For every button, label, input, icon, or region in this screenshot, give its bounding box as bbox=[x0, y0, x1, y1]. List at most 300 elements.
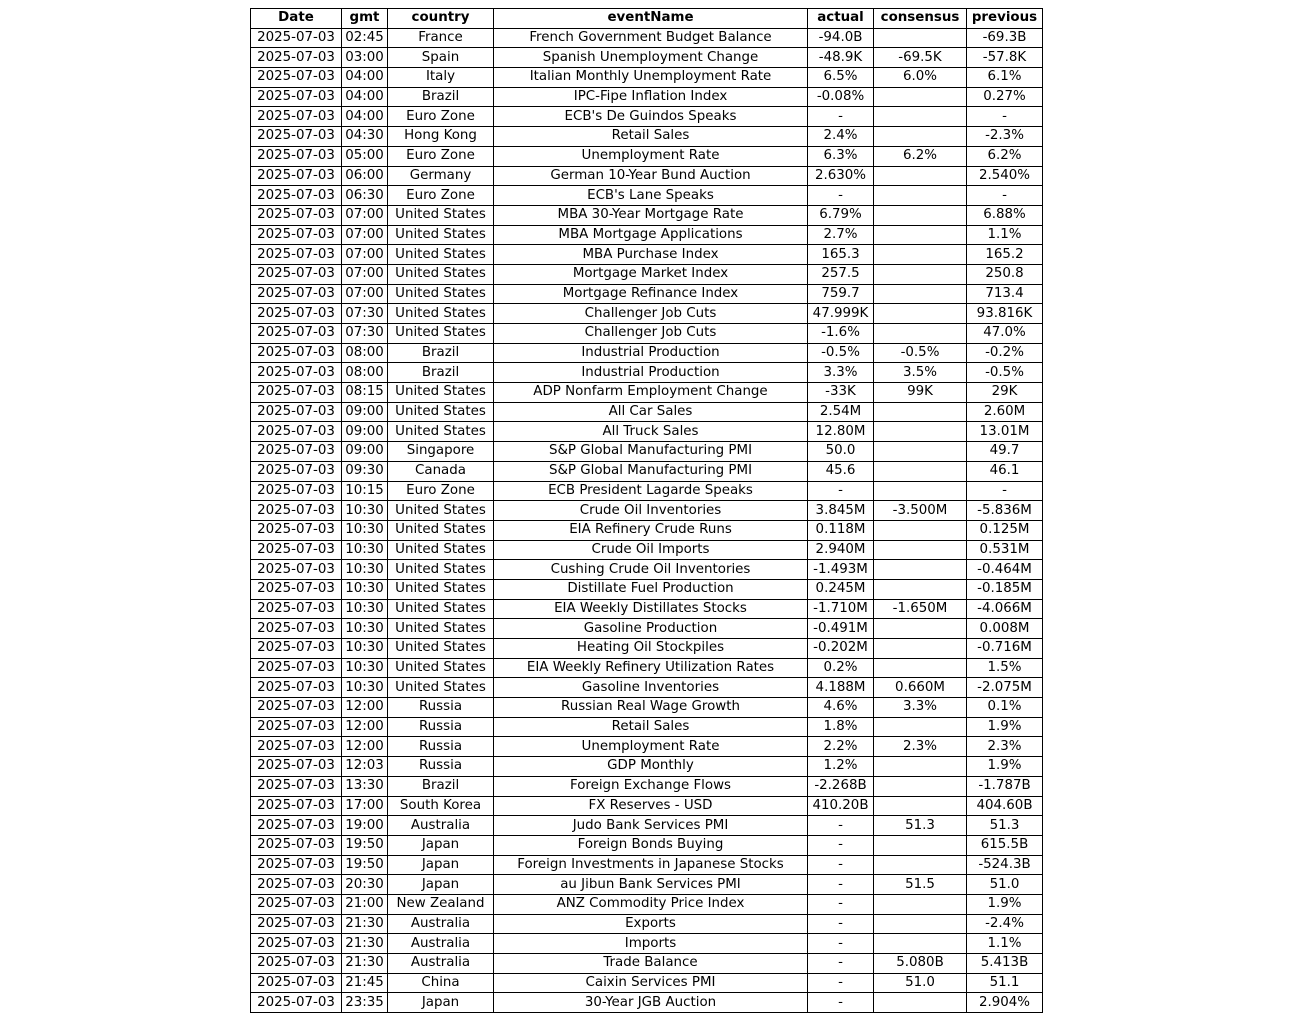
cell-country: Australia bbox=[388, 914, 494, 934]
cell-date: 2025-07-03 bbox=[251, 422, 342, 442]
table-row bbox=[251, 560, 1043, 580]
cell-date: 2025-07-03 bbox=[251, 107, 342, 127]
cell-date: 2025-07-03 bbox=[251, 639, 342, 659]
cell-consensus bbox=[874, 796, 967, 816]
table-row bbox=[251, 914, 1043, 934]
cell-actual: -0.202M bbox=[808, 639, 874, 659]
cell-actual: -94.0B bbox=[808, 28, 874, 48]
table-row bbox=[251, 324, 1043, 344]
cell-consensus: 0.660M bbox=[874, 678, 967, 698]
cell-consensus bbox=[874, 520, 967, 540]
cell-event-name: Challenger Job Cuts bbox=[494, 324, 808, 344]
cell-gmt: 07:00 bbox=[342, 264, 388, 284]
table-row bbox=[251, 343, 1043, 363]
table-body bbox=[251, 28, 1043, 1012]
cell-gmt: 07:30 bbox=[342, 304, 388, 324]
cell-actual: 45.6 bbox=[808, 461, 874, 481]
cell-country: United States bbox=[388, 225, 494, 245]
cell-consensus: -0.5% bbox=[874, 343, 967, 363]
cell-date: 2025-07-03 bbox=[251, 658, 342, 678]
cell-event-name: Foreign Bonds Buying bbox=[494, 835, 808, 855]
cell-consensus: -1.650M bbox=[874, 599, 967, 619]
cell-actual: - bbox=[808, 875, 874, 895]
cell-actual: -0.08% bbox=[808, 87, 874, 107]
cell-actual: 2.2% bbox=[808, 737, 874, 757]
cell-previous: -69.3B bbox=[967, 28, 1043, 48]
cell-gmt: 10:30 bbox=[342, 560, 388, 580]
cell-country: United States bbox=[388, 560, 494, 580]
table-row bbox=[251, 481, 1043, 501]
table-header bbox=[251, 9, 1043, 29]
cell-gmt: 19:00 bbox=[342, 816, 388, 836]
cell-event-name: EIA Weekly Distillates Stocks bbox=[494, 599, 808, 619]
table-row bbox=[251, 816, 1043, 836]
cell-previous: 29K bbox=[967, 383, 1043, 403]
cell-event-name: Industrial Production bbox=[494, 363, 808, 383]
cell-event-name: Heating Oil Stockpiles bbox=[494, 639, 808, 659]
table-row bbox=[251, 146, 1043, 166]
cell-event-name: All Car Sales bbox=[494, 402, 808, 422]
cell-previous: -57.8K bbox=[967, 48, 1043, 68]
cell-gmt: 10:30 bbox=[342, 599, 388, 619]
table-row bbox=[251, 68, 1043, 88]
table-row bbox=[251, 284, 1043, 304]
cell-event-name: Exports bbox=[494, 914, 808, 934]
cell-country: United States bbox=[388, 284, 494, 304]
cell-date: 2025-07-03 bbox=[251, 461, 342, 481]
cell-consensus bbox=[874, 127, 967, 147]
cell-previous: 0.27% bbox=[967, 87, 1043, 107]
cell-country: Australia bbox=[388, 816, 494, 836]
cell-previous: -0.464M bbox=[967, 560, 1043, 580]
cell-gmt: 10:30 bbox=[342, 619, 388, 639]
cell-previous: - bbox=[967, 186, 1043, 206]
cell-event-name: FX Reserves - USD bbox=[494, 796, 808, 816]
cell-consensus: 51.3 bbox=[874, 816, 967, 836]
cell-actual: - bbox=[808, 973, 874, 993]
table-row bbox=[251, 166, 1043, 186]
cell-country: United States bbox=[388, 205, 494, 225]
cell-event-name: Russian Real Wage Growth bbox=[494, 698, 808, 718]
cell-actual: 0.245M bbox=[808, 579, 874, 599]
cell-actual: 3.3% bbox=[808, 363, 874, 383]
cell-consensus bbox=[874, 87, 967, 107]
cell-date: 2025-07-03 bbox=[251, 776, 342, 796]
cell-previous: 1.1% bbox=[967, 225, 1043, 245]
cell-consensus bbox=[874, 619, 967, 639]
cell-consensus bbox=[874, 639, 967, 659]
cell-country: United States bbox=[388, 383, 494, 403]
cell-event-name: Crude Oil Imports bbox=[494, 540, 808, 560]
cell-previous: 404.60B bbox=[967, 796, 1043, 816]
cell-previous: -2.3% bbox=[967, 127, 1043, 147]
cell-consensus bbox=[874, 284, 967, 304]
cell-gmt: 09:00 bbox=[342, 422, 388, 442]
cell-country: United States bbox=[388, 639, 494, 659]
cell-gmt: 21:00 bbox=[342, 894, 388, 914]
cell-date: 2025-07-03 bbox=[251, 698, 342, 718]
cell-previous: 6.2% bbox=[967, 146, 1043, 166]
cell-previous: -2.075M bbox=[967, 678, 1043, 698]
cell-event-name: Distillate Fuel Production bbox=[494, 579, 808, 599]
cell-gmt: 12:00 bbox=[342, 737, 388, 757]
cell-previous: 615.5B bbox=[967, 835, 1043, 855]
cell-country: United States bbox=[388, 501, 494, 521]
cell-date: 2025-07-03 bbox=[251, 619, 342, 639]
cell-actual: -0.491M bbox=[808, 619, 874, 639]
cell-date: 2025-07-03 bbox=[251, 225, 342, 245]
cell-date: 2025-07-03 bbox=[251, 835, 342, 855]
cell-date: 2025-07-03 bbox=[251, 894, 342, 914]
table-row bbox=[251, 579, 1043, 599]
cell-actual: - bbox=[808, 186, 874, 206]
cell-event-name: MBA 30-Year Mortgage Rate bbox=[494, 205, 808, 225]
table-row bbox=[251, 205, 1043, 225]
cell-country: Australia bbox=[388, 954, 494, 974]
cell-actual: -48.9K bbox=[808, 48, 874, 68]
cell-country: South Korea bbox=[388, 796, 494, 816]
table-row bbox=[251, 776, 1043, 796]
cell-actual: -2.268B bbox=[808, 776, 874, 796]
cell-date: 2025-07-03 bbox=[251, 993, 342, 1013]
cell-date: 2025-07-03 bbox=[251, 127, 342, 147]
cell-date: 2025-07-03 bbox=[251, 757, 342, 777]
cell-country: United States bbox=[388, 422, 494, 442]
table-row bbox=[251, 678, 1043, 698]
cell-event-name: MBA Purchase Index bbox=[494, 245, 808, 265]
cell-consensus: 6.2% bbox=[874, 146, 967, 166]
table-row bbox=[251, 954, 1043, 974]
cell-date: 2025-07-03 bbox=[251, 304, 342, 324]
cell-previous: 46.1 bbox=[967, 461, 1043, 481]
cell-gmt: 08:00 bbox=[342, 343, 388, 363]
table-row bbox=[251, 855, 1043, 875]
cell-country: United States bbox=[388, 658, 494, 678]
cell-previous: 51.1 bbox=[967, 973, 1043, 993]
cell-consensus bbox=[874, 717, 967, 737]
table-row bbox=[251, 639, 1043, 659]
cell-previous: 93.816K bbox=[967, 304, 1043, 324]
cell-country: Japan bbox=[388, 855, 494, 875]
cell-country: Russia bbox=[388, 737, 494, 757]
table-row bbox=[251, 501, 1043, 521]
table-row bbox=[251, 186, 1043, 206]
cell-consensus bbox=[874, 776, 967, 796]
cell-gmt: 10:15 bbox=[342, 481, 388, 501]
cell-country: Euro Zone bbox=[388, 481, 494, 501]
cell-actual: -1.710M bbox=[808, 599, 874, 619]
cell-actual: - bbox=[808, 934, 874, 954]
cell-gmt: 05:00 bbox=[342, 146, 388, 166]
cell-country: United States bbox=[388, 304, 494, 324]
cell-previous: 2.540% bbox=[967, 166, 1043, 186]
cell-previous: 1.9% bbox=[967, 894, 1043, 914]
table-row bbox=[251, 245, 1043, 265]
cell-date: 2025-07-03 bbox=[251, 28, 342, 48]
cell-actual: 2.7% bbox=[808, 225, 874, 245]
cell-event-name: Unemployment Rate bbox=[494, 737, 808, 757]
cell-actual: 6.3% bbox=[808, 146, 874, 166]
cell-previous: 713.4 bbox=[967, 284, 1043, 304]
cell-event-name: German 10-Year Bund Auction bbox=[494, 166, 808, 186]
cell-previous: -5.836M bbox=[967, 501, 1043, 521]
cell-event-name: S&P Global Manufacturing PMI bbox=[494, 442, 808, 462]
cell-country: United States bbox=[388, 619, 494, 639]
table-row bbox=[251, 28, 1043, 48]
cell-gmt: 08:15 bbox=[342, 383, 388, 403]
cell-date: 2025-07-03 bbox=[251, 324, 342, 344]
cell-gmt: 10:30 bbox=[342, 540, 388, 560]
table-row bbox=[251, 402, 1043, 422]
cell-gmt: 10:30 bbox=[342, 678, 388, 698]
cell-date: 2025-07-03 bbox=[251, 796, 342, 816]
cell-consensus bbox=[874, 166, 967, 186]
table-row bbox=[251, 934, 1043, 954]
cell-event-name: Challenger Job Cuts bbox=[494, 304, 808, 324]
cell-date: 2025-07-03 bbox=[251, 540, 342, 560]
cell-actual: -33K bbox=[808, 383, 874, 403]
cell-date: 2025-07-03 bbox=[251, 245, 342, 265]
cell-consensus bbox=[874, 28, 967, 48]
cell-actual: 3.845M bbox=[808, 501, 874, 521]
cell-date: 2025-07-03 bbox=[251, 264, 342, 284]
cell-actual: 0.2% bbox=[808, 658, 874, 678]
cell-consensus bbox=[874, 855, 967, 875]
cell-country: United States bbox=[388, 324, 494, 344]
cell-event-name: Gasoline Production bbox=[494, 619, 808, 639]
cell-consensus bbox=[874, 658, 967, 678]
cell-date: 2025-07-03 bbox=[251, 678, 342, 698]
cell-consensus bbox=[874, 540, 967, 560]
cell-date: 2025-07-03 bbox=[251, 481, 342, 501]
cell-consensus: -3.500M bbox=[874, 501, 967, 521]
column-header-event-name: eventName bbox=[494, 9, 808, 29]
cell-event-name: ECB's De Guindos Speaks bbox=[494, 107, 808, 127]
table-row bbox=[251, 461, 1043, 481]
cell-event-name: IPC-Fipe Inflation Index bbox=[494, 87, 808, 107]
cell-consensus bbox=[874, 560, 967, 580]
cell-date: 2025-07-03 bbox=[251, 166, 342, 186]
cell-event-name: ECB's Lane Speaks bbox=[494, 186, 808, 206]
table-row bbox=[251, 225, 1043, 245]
table-row bbox=[251, 540, 1043, 560]
table-row bbox=[251, 619, 1043, 639]
cell-event-name: Unemployment Rate bbox=[494, 146, 808, 166]
cell-actual: 50.0 bbox=[808, 442, 874, 462]
cell-previous: 0.125M bbox=[967, 520, 1043, 540]
cell-gmt: 07:00 bbox=[342, 205, 388, 225]
cell-date: 2025-07-03 bbox=[251, 402, 342, 422]
cell-event-name: Imports bbox=[494, 934, 808, 954]
cell-consensus: -69.5K bbox=[874, 48, 967, 68]
table-row bbox=[251, 757, 1043, 777]
table-row bbox=[251, 383, 1043, 403]
cell-gmt: 06:30 bbox=[342, 186, 388, 206]
cell-date: 2025-07-03 bbox=[251, 855, 342, 875]
cell-country: Russia bbox=[388, 698, 494, 718]
column-header-previous: previous bbox=[967, 9, 1043, 29]
column-header-actual: actual bbox=[808, 9, 874, 29]
cell-consensus bbox=[874, 835, 967, 855]
cell-actual: - bbox=[808, 816, 874, 836]
cell-actual: 2.4% bbox=[808, 127, 874, 147]
cell-previous: 1.5% bbox=[967, 658, 1043, 678]
cell-date: 2025-07-03 bbox=[251, 717, 342, 737]
cell-event-name: ECB President Lagarde Speaks bbox=[494, 481, 808, 501]
cell-previous: 49.7 bbox=[967, 442, 1043, 462]
cell-consensus bbox=[874, 993, 967, 1013]
cell-previous: 51.0 bbox=[967, 875, 1043, 895]
table-row bbox=[251, 973, 1043, 993]
header-row bbox=[251, 9, 1043, 29]
cell-event-name: 30-Year JGB Auction bbox=[494, 993, 808, 1013]
cell-date: 2025-07-03 bbox=[251, 954, 342, 974]
cell-previous: 47.0% bbox=[967, 324, 1043, 344]
cell-event-name: Retail Sales bbox=[494, 127, 808, 147]
cell-consensus bbox=[874, 461, 967, 481]
cell-date: 2025-07-03 bbox=[251, 501, 342, 521]
cell-country: Japan bbox=[388, 993, 494, 1013]
cell-event-name: ANZ Commodity Price Index bbox=[494, 894, 808, 914]
table-row bbox=[251, 422, 1043, 442]
cell-actual: 165.3 bbox=[808, 245, 874, 265]
cell-actual: - bbox=[808, 107, 874, 127]
table-row bbox=[251, 658, 1043, 678]
cell-gmt: 23:35 bbox=[342, 993, 388, 1013]
cell-actual: - bbox=[808, 835, 874, 855]
cell-actual: 1.2% bbox=[808, 757, 874, 777]
cell-event-name: EIA Weekly Refinery Utilization Rates bbox=[494, 658, 808, 678]
cell-consensus bbox=[874, 107, 967, 127]
cell-country: United States bbox=[388, 402, 494, 422]
cell-consensus bbox=[874, 894, 967, 914]
cell-previous: -0.2% bbox=[967, 343, 1043, 363]
cell-actual: - bbox=[808, 914, 874, 934]
cell-actual: - bbox=[808, 993, 874, 1013]
cell-previous: -1.787B bbox=[967, 776, 1043, 796]
cell-previous: 1.1% bbox=[967, 934, 1043, 954]
cell-previous: - bbox=[967, 107, 1043, 127]
cell-gmt: 10:30 bbox=[342, 639, 388, 659]
cell-date: 2025-07-03 bbox=[251, 875, 342, 895]
cell-previous: -0.5% bbox=[967, 363, 1043, 383]
cell-country: Russia bbox=[388, 717, 494, 737]
cell-country: Australia bbox=[388, 934, 494, 954]
table-row bbox=[251, 993, 1043, 1013]
cell-actual: - bbox=[808, 894, 874, 914]
cell-gmt: 21:30 bbox=[342, 914, 388, 934]
cell-event-name: ADP Nonfarm Employment Change bbox=[494, 383, 808, 403]
cell-previous: 2.3% bbox=[967, 737, 1043, 757]
cell-consensus bbox=[874, 186, 967, 206]
column-header-gmt: gmt bbox=[342, 9, 388, 29]
table-row bbox=[251, 599, 1043, 619]
cell-gmt: 12:03 bbox=[342, 757, 388, 777]
cell-country: Canada bbox=[388, 461, 494, 481]
cell-consensus bbox=[874, 205, 967, 225]
cell-date: 2025-07-03 bbox=[251, 87, 342, 107]
cell-previous: 13.01M bbox=[967, 422, 1043, 442]
cell-gmt: 09:30 bbox=[342, 461, 388, 481]
cell-country: United States bbox=[388, 678, 494, 698]
cell-previous: 0.008M bbox=[967, 619, 1043, 639]
column-header-date: Date bbox=[251, 9, 342, 29]
cell-event-name: Trade Balance bbox=[494, 954, 808, 974]
cell-date: 2025-07-03 bbox=[251, 186, 342, 206]
cell-gmt: 09:00 bbox=[342, 442, 388, 462]
cell-actual: 6.79% bbox=[808, 205, 874, 225]
cell-consensus bbox=[874, 402, 967, 422]
cell-country: United States bbox=[388, 520, 494, 540]
cell-event-name: French Government Budget Balance bbox=[494, 28, 808, 48]
cell-previous: 1.9% bbox=[967, 757, 1043, 777]
cell-actual: - bbox=[808, 481, 874, 501]
cell-event-name: Mortgage Market Index bbox=[494, 264, 808, 284]
table-row bbox=[251, 698, 1043, 718]
cell-country: Euro Zone bbox=[388, 186, 494, 206]
cell-previous: 165.2 bbox=[967, 245, 1043, 265]
cell-gmt: 10:30 bbox=[342, 579, 388, 599]
cell-gmt: 03:00 bbox=[342, 48, 388, 68]
cell-actual: -1.493M bbox=[808, 560, 874, 580]
cell-previous: 6.1% bbox=[967, 68, 1043, 88]
cell-actual: 4.6% bbox=[808, 698, 874, 718]
cell-country: Germany bbox=[388, 166, 494, 186]
cell-previous: - bbox=[967, 481, 1043, 501]
table-row bbox=[251, 737, 1043, 757]
cell-country: New Zealand bbox=[388, 894, 494, 914]
cell-gmt: 17:00 bbox=[342, 796, 388, 816]
table-row bbox=[251, 87, 1043, 107]
cell-event-name: Gasoline Inventories bbox=[494, 678, 808, 698]
cell-actual: 4.188M bbox=[808, 678, 874, 698]
cell-previous: -0.716M bbox=[967, 639, 1043, 659]
cell-country: Italy bbox=[388, 68, 494, 88]
cell-gmt: 04:00 bbox=[342, 87, 388, 107]
cell-consensus bbox=[874, 914, 967, 934]
economic-calendar-table bbox=[250, 8, 1043, 1013]
cell-consensus bbox=[874, 579, 967, 599]
cell-country: Singapore bbox=[388, 442, 494, 462]
cell-previous: 1.9% bbox=[967, 717, 1043, 737]
table-row bbox=[251, 127, 1043, 147]
cell-gmt: 07:00 bbox=[342, 225, 388, 245]
cell-country: United States bbox=[388, 245, 494, 265]
cell-gmt: 19:50 bbox=[342, 855, 388, 875]
cell-date: 2025-07-03 bbox=[251, 579, 342, 599]
cell-gmt: 19:50 bbox=[342, 835, 388, 855]
cell-gmt: 07:00 bbox=[342, 284, 388, 304]
cell-date: 2025-07-03 bbox=[251, 205, 342, 225]
column-header-country: country bbox=[388, 9, 494, 29]
table-row bbox=[251, 796, 1043, 816]
cell-event-name: GDP Monthly bbox=[494, 757, 808, 777]
cell-consensus bbox=[874, 442, 967, 462]
cell-gmt: 07:00 bbox=[342, 245, 388, 265]
cell-gmt: 21:45 bbox=[342, 973, 388, 993]
cell-date: 2025-07-03 bbox=[251, 363, 342, 383]
cell-previous: 0.1% bbox=[967, 698, 1043, 718]
cell-previous: 250.8 bbox=[967, 264, 1043, 284]
cell-consensus: 6.0% bbox=[874, 68, 967, 88]
cell-date: 2025-07-03 bbox=[251, 599, 342, 619]
cell-event-name: Caixin Services PMI bbox=[494, 973, 808, 993]
cell-gmt: 07:30 bbox=[342, 324, 388, 344]
cell-event-name: Foreign Exchange Flows bbox=[494, 776, 808, 796]
cell-country: Brazil bbox=[388, 363, 494, 383]
cell-actual: 759.7 bbox=[808, 284, 874, 304]
cell-gmt: 13:30 bbox=[342, 776, 388, 796]
